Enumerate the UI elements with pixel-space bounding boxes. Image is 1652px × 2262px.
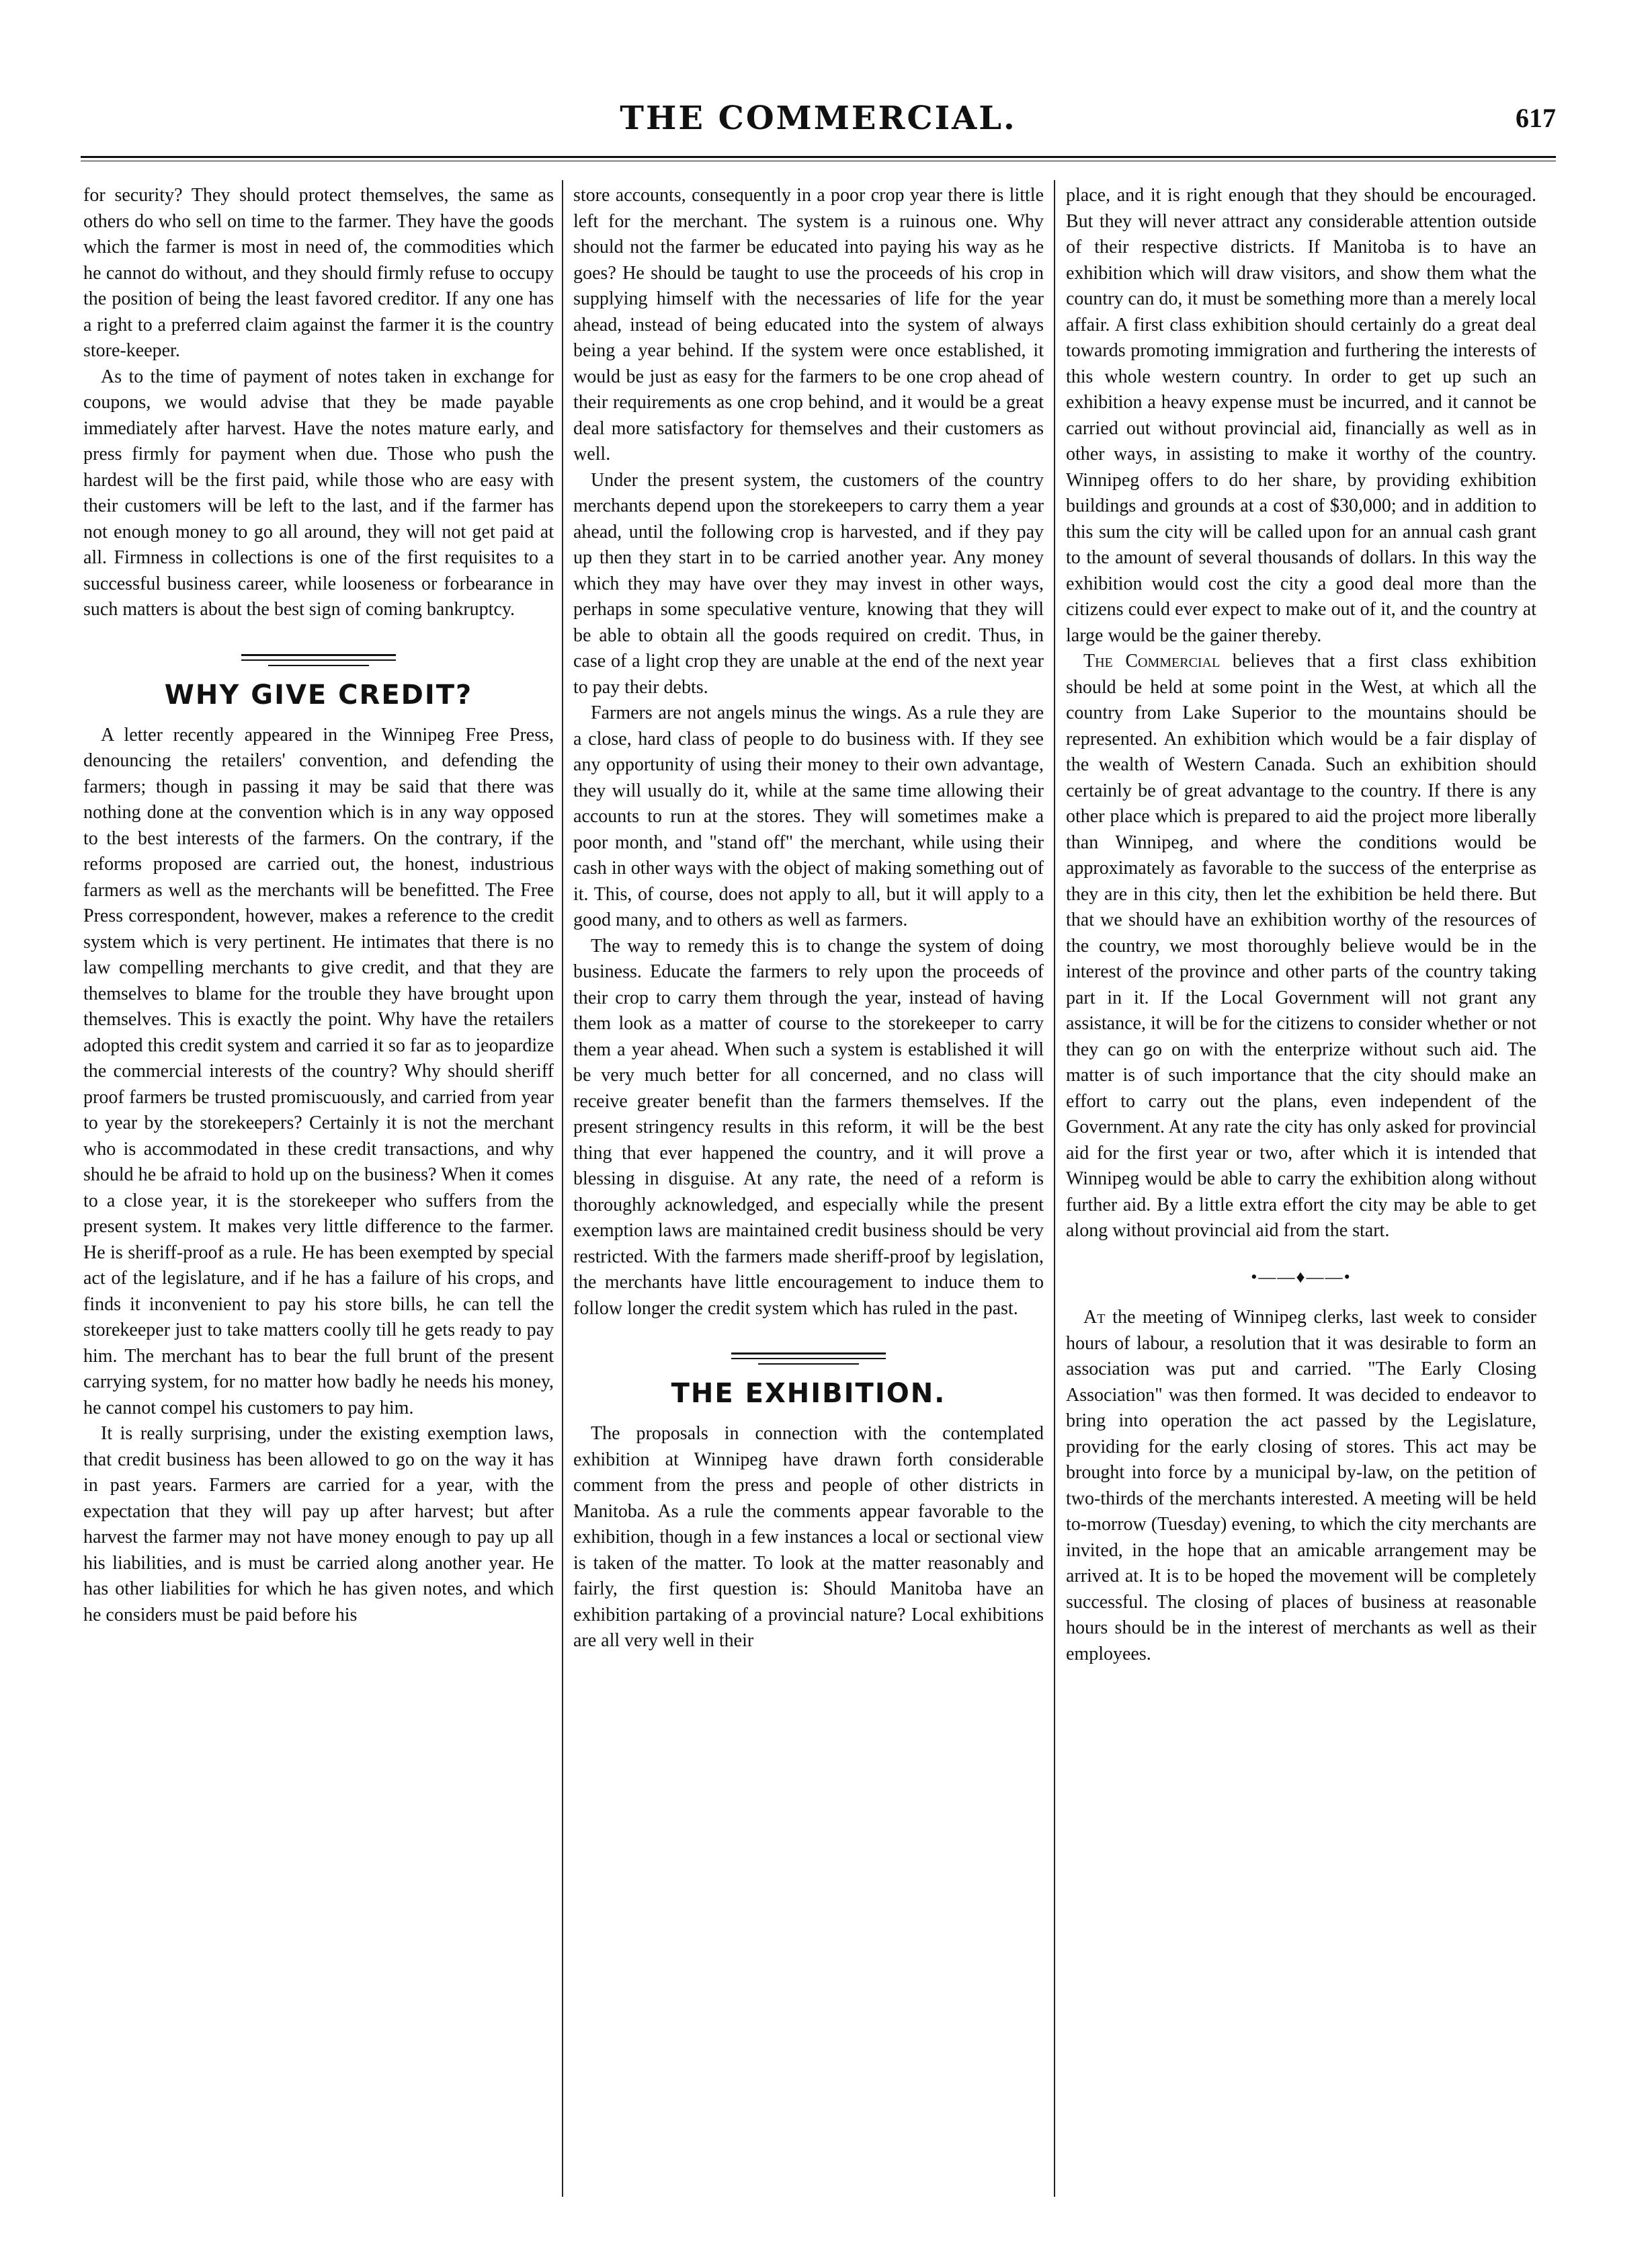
section-rule xyxy=(731,1352,886,1359)
paragraph: As to the time of payment of notes taken in exchange for coupons, we would advise that they be made payable immediately after harvest. Have the notes mature early, and press firmly for payment when due. Those who push the hardest will be the first paid, while those who are easy with their customers will be left to the last, and if the farmer has not enough money to go all around, they will not get paid at all. Firmness in collections is one of the first requisites to a successful business career, while looseness or forbearance in such matters is about the best sign of coming bankruptcy. xyxy=(83,366,554,620)
page-number: 617 xyxy=(1516,103,1556,133)
paragraph-text: believes that a first class exhibition should be held at some point in the West, at which all the country from Lake Superior to the mountains should be represented. An exhibition which would be a fair display of the wealth of Western Canada. Such an exhibition should certainly be of great advantage to the country. If there is any other place which is prepared to aid the project more liberally than Winnipeg, and where the conditions would be approximately as favorable to the success of the enterprise as they are in this city, then let the exhibition be held there. But that we should have an exhibition worthy of the resources of the country, we most thoroughly believe would be in the interest of the province and other parts of the country taking part in it. If the Local Government will not grant any assistance, it will be for the citizens to consider whether or not they can go on with the enterprize without such aid. The matter is of such importance that the city should make an effort to carry out the plans, even independent of the Government. At any rate the city has only asked for provincial aid for the first year or two, after which it is intended that Winnipeg would be able to carry the exhibition along without further aid. By a little extra effort the city may be able to get along without provincial aid from the start. xyxy=(1066,651,1537,1241)
paragraph-text: the meeting of Winnipeg clerks, last week to consider hours of labour, a resolution that it was desirable to form an association was put and carried. "The Early Closing Association" was then formed. It was decided to endeavor to bring into operation the act passed by the Legislature, providing for the early closing of stores. This act may be brought into force by a municipal by-law, on the petition of two-thirds of the merchants interested. A meeting will be held to-morrow (Tuesday) evening, to which the city merchants are invited, in the hope that an amicable arrangement may be arrived at. It is to be hoped the movement will be completely successful. The closing of places of business at reasonable hours should be in the interest of merchants as well as their employees. xyxy=(1066,1307,1536,1664)
column-divider xyxy=(562,180,563,2197)
paragraph: The way to remedy this is to change the system of doing business. Educate the farmers to rely upon the proceeds of their crop to carry them through the year, instead of having them look as a matter of course to the storekeeper to carry them a year ahead. When such a system is established it will be very much better for all concerned, and no class will receive greater benefit than the farmers themselves. If the present stringency results in this reform, it will be the best thing that ever happened the country, and it will prove a blessing in disguise. At any rate, the need of a reform is thoroughly acknowledged, and especially while the present exemption laws are maintained credit business should be very restricted. With the farmers made sheriff-proof by legislation, the merchants have little encouragement to induce them to follow longer the credit system which has ruled in the past. xyxy=(573,935,1044,1319)
column-3 xyxy=(1066,183,1536,1667)
section-rule xyxy=(268,665,369,666)
masthead-rule xyxy=(81,156,1556,161)
article-heading: WHY GIVE CREDIT? xyxy=(164,679,473,711)
lead-word: At xyxy=(1083,1307,1106,1328)
paragraph: It is really surprising, under the existing exemption laws, that credit business has been allowed to go on the way it has in past years. Farmers are carried for a year, with the expectation that they will pay up after harvest; but after harvest the farmer may not have money enough to pay up all his liabilities, and is must be carried along another year. He has other liabilities for which he has given notes, and which he considers must be paid before his xyxy=(83,1423,554,1625)
ornament-divider: •——♦——• xyxy=(1251,1266,1352,1287)
newspaper-title: THE COMMERCIAL. xyxy=(620,99,1017,137)
paragraph: The proposals in connection with the contemplated exhibition at Winnipeg have drawn forth considerable comment from the press and people of other districts in Manitoba. As a rule the comments appear favorable to the exhibition, though in a few instances a local or sectional view is taken of the matter. To look at the matter reasonably and fairly, the first question is: Should Manitoba have an exhibition partaking of a provincial nature? Local exhibitions are all very well in their xyxy=(573,1423,1044,1651)
paragraph: for security? They should protect themselves, the same as others do who sell on time to the farmer. They have the goods which the farmer is most in need of, the commodities which he cannot do without, and they should firmly refuse to occupy the position of being the least favored creditor. If any one has a right to a preferred claim against the farmer it is the country store-keeper. xyxy=(83,185,554,361)
article-heading: THE EXHIBITION. xyxy=(671,1378,946,1409)
column-divider xyxy=(1054,180,1055,2197)
paragraph: A letter recently appeared in the Winnipeg Free Press, denouncing the retailers' convention, and defending the farmers; though in passing it may be said that there was nothing done at the convention which is in any way opposed to the best interests of the farmers. On the contrary, if the reforms proposed are carried out, the honest, industrious farmers as well as the merchants will be benefitted. The Free Press correspondent, however, makes a reference to the credit system which is very pertinent. He intimates that there is no law compelling merchants to give credit, and that they are themselves to blame for the trouble they have brought upon themselves. This is exactly the point. Why have the retailers adopted this credit system and carried it so far as to jeopardize the commercial interests of the country? Why should sheriff proof farmers be trusted promiscuously, and carried from year to year by the storekeepers? Certainly it is not the merchant who is accommodated in these credit transactions, and why should he be afraid to hold up on the business? When it comes to a close year, it is the storekeeper who suffers from the present system. It makes very little difference to the farmer. He is sheriff-proof as a rule. He has been exempted by special act of the legislature, and if he has a failure of his crops, and finds it inconvenient to pay his store bills, he can tell the storekeeper just to take matters coolly till he gets ready to pay him. The merchant has to bear the full brunt of the present carrying system, for no matter how badly he needs his money, he cannot compel his customers to pay him. xyxy=(83,724,554,1418)
column-2 xyxy=(573,183,1044,1654)
paragraph: place, and it is right enough that they should be encouraged. But they will never attract any considerable attention outside of their respective districts. If Manitoba is to have an exhibition which will draw visitors, and show them what the country can do, it must be something more than a merely local affair. A first class exhibition should certainly do a great deal towards promoting immigration and furthering the interests of this whole western country. In order to get up such an exhibition a heavy expense must be incurred, and it cannot be carried out without provincial aid, financially as well as in other ways, in assisting to make it worthy of the country. Winnipeg offers to do her share, by providing exhibition buildings and grounds at a cost of $30,000; and in addition to this sum the city will be called upon for an annual cash grant to the amount of several thousands of dollars. In this way the exhibition would cost the city a good deal more than the citizens could ever expect to make out of it, and the country at large would be the gainer thereby. xyxy=(1066,185,1536,646)
paragraph: store accounts, consequently in a poor crop year there is little left for the merchant. The system is a ruinous one. Why should not the farmer be educated into paying his way as he goes? He should be taught to use the proceeds of his crop in supplying himself with the necessaries of life for the year ahead, instead of being educated into the system of always being a year behind. If the system were once established, it would be just as easy for the farmers to be one crop ahead of their requirements as one crop behind, and it would be a great deal more satisfactory for themselves and their customers as well. xyxy=(573,185,1044,464)
column-1 xyxy=(83,183,554,1628)
masthead xyxy=(81,99,1556,147)
paragraph xyxy=(1066,1305,1536,1667)
section-rule xyxy=(758,1363,859,1365)
paper-name: The Commercial xyxy=(1083,651,1221,672)
paragraph: Farmers are not angels minus the wings. As a rule they are a close, hard class of people to do business with. If they see any opportunity of using their money to their own advantage, they will usually do it, while at the same time allowing their accounts to run at the stores. They will sometimes make a poor month, and "stand off" the merchant, while using their cash in other ways with the object of making something out of it. This, of course, does not apply to all, but it will apply to a good many, and to others as well as farmers. xyxy=(573,702,1044,930)
paragraph: Under the present system, the customers of the country merchants depend upon the storekeepers to carry them a year ahead, until the following crop is harvested, and if they pay up then they start in to be carried another year. Any money which they may have over they may invest in other ways, perhaps in some speculative venture, knowing that they will be able to obtain all the goods required on credit. Thus, in case of a light crop they are unable at the end of the next year to pay their debts. xyxy=(573,469,1044,698)
paragraph xyxy=(1066,649,1536,1244)
section-rule xyxy=(241,654,396,661)
